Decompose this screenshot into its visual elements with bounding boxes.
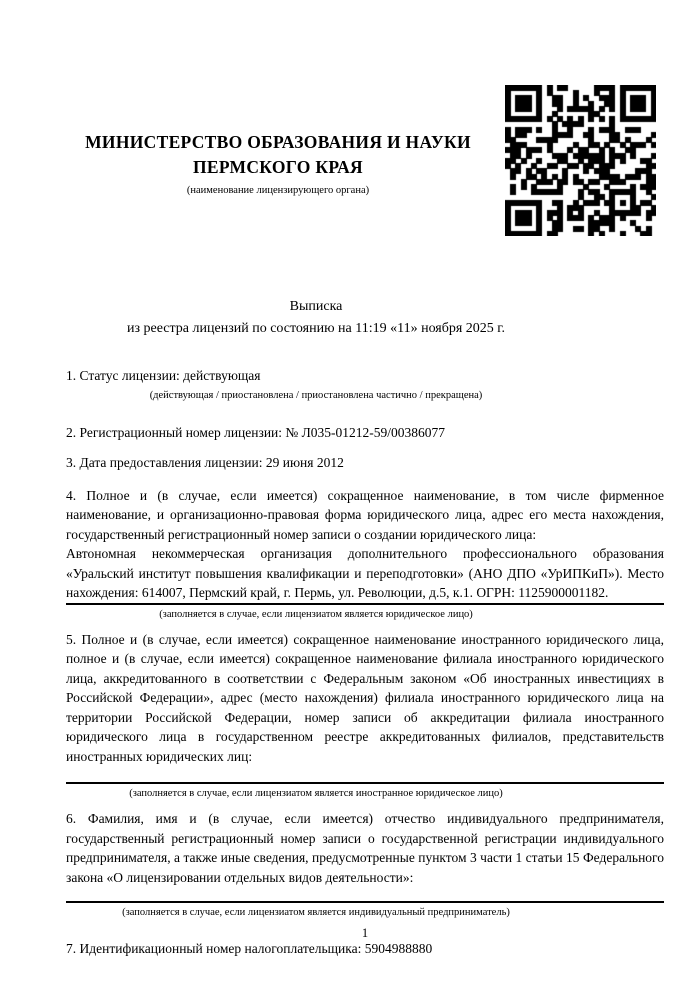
license-status-text: 1. Статус лицензии: действующая	[66, 368, 261, 383]
section-legal-entity	[66, 486, 664, 621]
document-content	[66, 0, 664, 959]
section-individual-entrepreneur	[66, 809, 664, 919]
entrepreneur-empty-field	[66, 887, 664, 901]
license-status-caption: (действующая / приостановлена / приостановлена частично / прекращена)	[149, 389, 483, 401]
foreign-entity-field-description: 5. Полное и (в случае, если имеется) сокращенное наименование иностранного юридического лица, полное и (в случае, если имеется) сокращенное наименование филиала иностранного юридического лица, аккредитованного в соответствии с Федеральным законом «Об иностранных инвестициях в Российской Федерации», адрес (место нахождения) филиала иностранного юридического лица на территории Российской Федерации, номер записи об аккредитации филиала иностранного юридического лица в государственном реестре аккредитованных филиалов, представительств иностранных юридических лиц:	[66, 631, 664, 764]
page-number: 1	[361, 926, 369, 940]
foreign-entity-caption: (заполняется в случае, если лицензиатом является иностранное юридическое лицо)	[129, 788, 503, 799]
licensing-authority-caption: (наименование лицензирующего органа)	[186, 185, 370, 196]
section-license-status	[66, 366, 664, 402]
foreign-entity-empty-field	[66, 766, 664, 782]
entrepreneur-fill-rule	[66, 901, 664, 903]
legal-entity-field-description: 4. Полное и (в случае, если имеется) сокращенное наименование, в том числе фирменное наименование, и организационно-правовая форма юридического лица, адрес его места нахождения, государственный регистрационный номер записи о создании юридического лица:	[66, 487, 664, 542]
document-title	[66, 296, 566, 340]
document-title-line1: Выписка	[289, 299, 343, 314]
section-license-date	[66, 453, 664, 473]
ministry-name-line2: ПЕРМСКОГО КРАЯ	[193, 157, 363, 177]
section-foreign-entity	[66, 630, 664, 801]
section-taxpayer-number	[66, 939, 664, 959]
registration-number-text: 2. Регистрационный номер лицензии: № Л035-01212-59/00386077	[66, 424, 446, 440]
ministry-name-line1: МИНИСТЕРСТВО ОБРАЗОВАНИЯ И НАУКИ	[85, 132, 471, 152]
foreign-entity-fill-rule	[66, 782, 664, 784]
document-title-line2: из реестра лицензий по состоянию на 11:19 «11» ноября 2025 г.	[127, 321, 505, 336]
license-date-text: 3. Дата предоставления лицензии: 29 июня 2012	[66, 455, 344, 470]
taxpayer-number-text: 7. Идентификационный номер налогоплательщика: 5904988880	[66, 941, 433, 956]
legal-entity-caption: (заполняется в случае, если лицензиатом является юридическое лицо)	[159, 608, 473, 620]
entrepreneur-caption: (заполняется в случае, если лицензиатом является индивидуальный предприниматель)	[122, 907, 510, 918]
section-registration-number	[66, 423, 664, 443]
licensing-authority-header	[66, 130, 490, 197]
legal-entity-fill-rule	[66, 603, 664, 605]
legal-entity-value: Автономная некоммерческая организация дополнительного профессионального образования «Уральский институт повышения квалификации и переподготовки» (АНО ДПО «УрИПКиП»). Место нахождения: 614007, Пермский край, г. Пермь, ул. Революции, д.5, к.1. ОГРН: 1125900001182.	[66, 546, 664, 600]
entrepreneur-field-description: 6. Фамилия, имя и (в случае, если имеется) отчество индивидуального предпринимателя, государственный регистрационный номер записи о государственной регистрации индивидуального предпринимателя, а также иные сведения, предусмотренные пунктом 3 части 1 статьи 15 Федерального закона «О лицензировании отдельных видов деятельности»:	[66, 811, 664, 885]
